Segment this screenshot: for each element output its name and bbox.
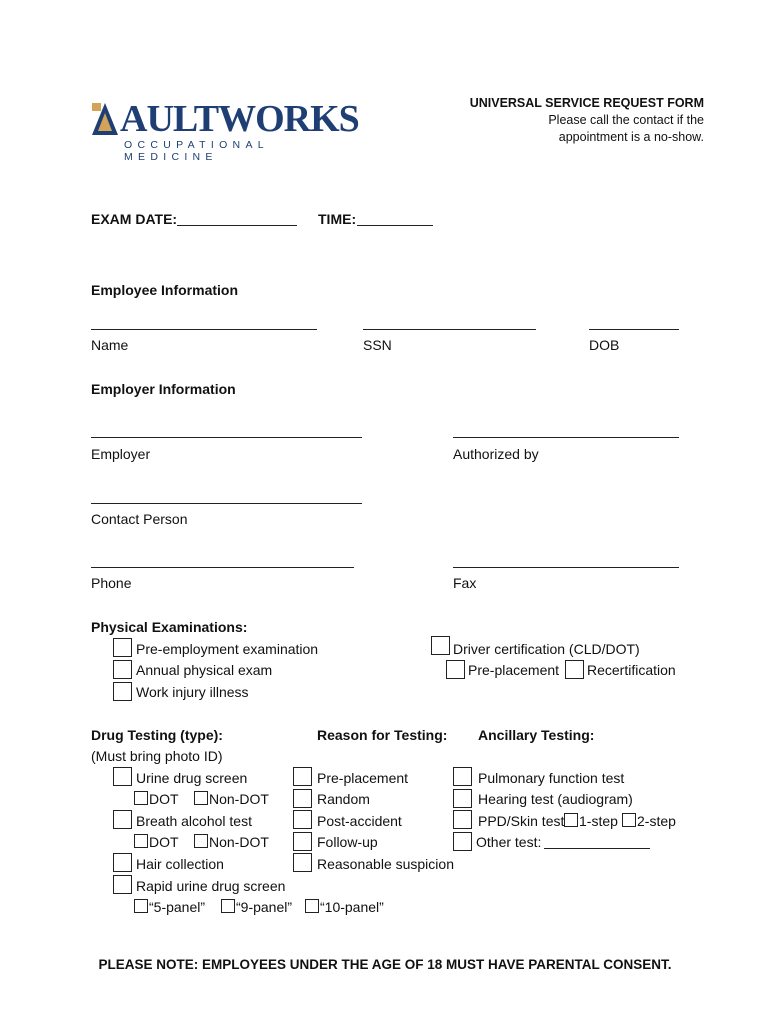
- work-injury-label: Work injury illness: [136, 684, 249, 700]
- breath-alcohol-label: Breath alcohol test: [136, 813, 252, 829]
- ssn-label: SSN: [363, 337, 392, 353]
- reason-follow-up-checkbox[interactable]: [293, 832, 312, 851]
- logo-tagline: OCCUPATIONAL MEDICINE: [124, 139, 269, 163]
- ppd-label: PPD/Skin test: [478, 813, 565, 829]
- other-test-checkbox[interactable]: [453, 832, 472, 851]
- exam-date-label: EXAM DATE:: [91, 211, 178, 227]
- pulmonary-label: Pulmonary function test: [478, 770, 625, 786]
- header-note-line-1: Please call the contact if the: [548, 113, 704, 127]
- reason-follow-up-label: Follow-up: [317, 834, 378, 850]
- reason-post-accident-checkbox[interactable]: [293, 810, 312, 829]
- recertification-checkbox[interactable]: [565, 660, 584, 679]
- urine-dot-label: DOT: [149, 791, 179, 807]
- reason-suspicion-label: Reasonable suspicion: [317, 856, 454, 872]
- pre-employment-label: Pre-employment examination: [136, 641, 319, 657]
- panel-10-label: “10-panel”: [320, 899, 384, 915]
- reason-heading: Reason for Testing:: [317, 727, 448, 743]
- fax-field[interactable]: [453, 567, 679, 568]
- ppd-2-step-checkbox[interactable]: [622, 813, 636, 827]
- authorized-by-field[interactable]: [453, 437, 679, 438]
- annual-physical-checkbox[interactable]: [113, 660, 132, 679]
- driver-pre-placement-label: Pre-placement: [468, 662, 560, 678]
- hearing-checkbox[interactable]: [453, 789, 472, 808]
- contact-person-field[interactable]: [91, 503, 362, 504]
- breath-non-dot-label: Non-DOT: [209, 834, 269, 850]
- driver-cert-checkbox[interactable]: [431, 636, 450, 655]
- ppd-1-step-label: 1-step: [579, 813, 618, 829]
- breath-dot-label: DOT: [149, 834, 179, 850]
- contact-person-label: Contact Person: [91, 511, 188, 527]
- parental-consent-notice: PLEASE NOTE: EMPLOYEES UNDER THE AGE OF 18 MUST HAVE PARENTAL CONSENT.: [98, 957, 672, 972]
- phone-field[interactable]: [91, 567, 354, 568]
- ancillary-heading: Ancillary Testing:: [478, 727, 595, 743]
- urine-non-dot-checkbox[interactable]: [194, 791, 208, 805]
- reason-suspicion-checkbox[interactable]: [293, 853, 312, 872]
- other-test-label: Other test:: [476, 834, 542, 850]
- reason-random-checkbox[interactable]: [293, 789, 312, 808]
- logo-wordmark: AULTWORKS: [120, 98, 359, 140]
- hearing-label: Hearing test (audiogram): [478, 791, 633, 807]
- employer-heading: Employer Information: [91, 381, 236, 397]
- header-note-line-2: appointment is a no-show.: [558, 130, 704, 144]
- urine-screen-label: Urine drug screen: [136, 770, 248, 786]
- panel-9-checkbox[interactable]: [221, 899, 235, 913]
- ssn-field[interactable]: [363, 329, 536, 330]
- panel-5-label: “5-panel”: [149, 899, 206, 915]
- urine-dot-checkbox[interactable]: [134, 791, 148, 805]
- pulmonary-checkbox[interactable]: [453, 767, 472, 786]
- time-label: TIME:: [318, 211, 357, 227]
- breath-alcohol-checkbox[interactable]: [113, 810, 132, 829]
- ppd-checkbox[interactable]: [453, 810, 472, 829]
- recertification-label: Recertification: [587, 662, 676, 678]
- photo-id-note: (Must bring photo ID): [91, 748, 223, 764]
- phone-label: Phone: [91, 575, 132, 591]
- physical-heading: Physical Examinations:: [91, 619, 248, 635]
- employer-field[interactable]: [91, 437, 362, 438]
- drug-testing-heading: Drug Testing (type):: [91, 727, 223, 743]
- form-title: UNIVERSAL SERVICE REQUEST FORM: [469, 96, 704, 110]
- breath-non-dot-checkbox[interactable]: [194, 834, 208, 848]
- annual-physical-label: Annual physical exam: [136, 662, 273, 678]
- reason-pre-placement-checkbox[interactable]: [293, 767, 312, 786]
- other-test-field[interactable]: [544, 848, 650, 849]
- dob-field[interactable]: [589, 329, 679, 330]
- panel-10-checkbox[interactable]: [305, 899, 319, 913]
- employer-label: Employer: [91, 446, 151, 462]
- fax-label: Fax: [453, 575, 477, 591]
- panel-9-label: “9-panel”: [236, 899, 293, 915]
- employee-heading: Employee Information: [91, 282, 239, 298]
- logo: [92, 98, 359, 163]
- logo-mark-icon: [92, 103, 118, 135]
- urine-screen-checkbox[interactable]: [113, 767, 132, 786]
- work-injury-checkbox[interactable]: [113, 682, 132, 701]
- name-field[interactable]: [91, 329, 317, 330]
- driver-cert-label: Driver certification (CLD/DOT): [453, 641, 640, 657]
- driver-pre-placement-checkbox[interactable]: [446, 660, 465, 679]
- pre-employment-checkbox[interactable]: [113, 638, 132, 657]
- reason-post-accident-label: Post-accident: [317, 813, 402, 829]
- breath-dot-checkbox[interactable]: [134, 834, 148, 848]
- time-field[interactable]: [357, 225, 433, 226]
- hair-collection-checkbox[interactable]: [113, 853, 132, 872]
- ppd-2-step-label: 2-step: [637, 813, 676, 829]
- name-label: Name: [91, 337, 129, 353]
- rapid-urine-label: Rapid urine drug screen: [136, 878, 286, 894]
- ppd-1-step-checkbox[interactable]: [564, 813, 578, 827]
- authorized-by-label: Authorized by: [453, 446, 539, 462]
- exam-date-field[interactable]: [177, 225, 297, 226]
- rapid-urine-checkbox[interactable]: [113, 875, 132, 894]
- urine-non-dot-label: Non-DOT: [209, 791, 269, 807]
- panel-5-checkbox[interactable]: [134, 899, 148, 913]
- reason-pre-placement-label: Pre-placement: [317, 770, 409, 786]
- hair-collection-label: Hair collection: [136, 856, 224, 872]
- dob-label: DOB: [589, 337, 620, 353]
- reason-random-label: Random: [317, 791, 370, 807]
